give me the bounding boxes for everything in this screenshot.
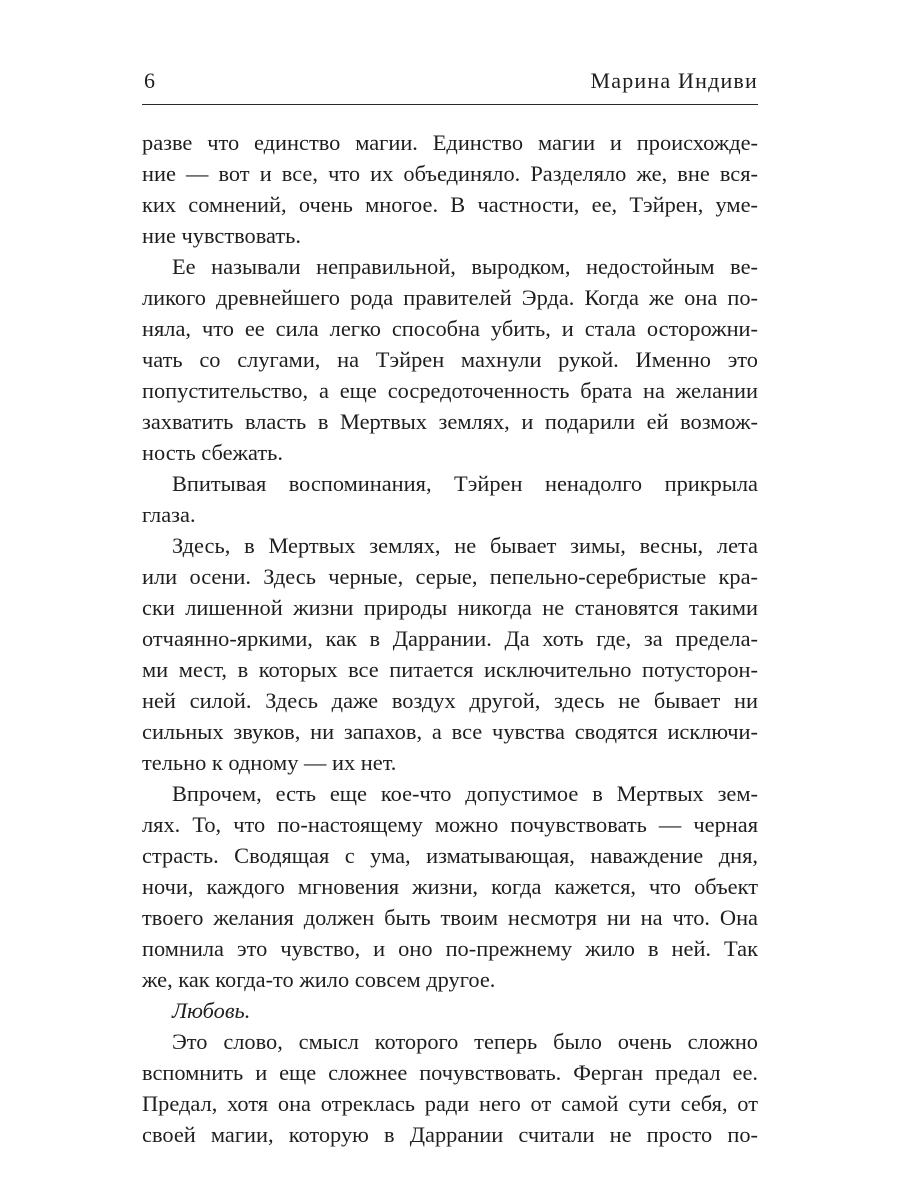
- text-line: же, как когда-то жило совсем другое.: [142, 967, 496, 992]
- text-line: Предал, хотя она отреклась ради него от самой сути себя, от: [142, 1091, 758, 1116]
- paragraph-4: [142, 530, 758, 778]
- text-line: захватить власть в Мертвых землях, и подарили ей возмож-: [142, 409, 758, 434]
- text-line: ней силой. Здесь даже воздух другой, здесь не бывает ни: [142, 688, 758, 713]
- text-line: вспомнить и еще сложнее почувствовать. Ферган предал ее.: [142, 1060, 758, 1085]
- text-line: Любовь.: [172, 998, 251, 1023]
- paragraph-3: [142, 468, 758, 530]
- text-line: ликого древнейшего рода правителей Эрда. Когда же она по-: [142, 285, 758, 310]
- text-line: сильных звуков, ни запахов, а все чувства сводятся исключи-: [142, 719, 758, 744]
- text-line: ние — вот и все, что их объединяло. Разделяло же, вне вся-: [142, 161, 758, 186]
- book-page: [142, 62, 758, 1150]
- text-line: ность сбежать.: [142, 440, 283, 465]
- text-line: отчаянно-яркими, как в Даррании. Да хоть где, за предела-: [142, 626, 758, 651]
- text-line: ние чувствовать.: [142, 223, 301, 248]
- paragraph-7: [142, 1026, 758, 1150]
- author-name: Марина Индиви: [590, 68, 758, 93]
- text-line: чать со слугами, на Тэйрен махнули рукой. Именно это: [142, 347, 758, 372]
- text-line: помнила это чувство, и оно по-прежнему жило в ней. Так: [142, 936, 758, 961]
- text-line: лях. То, что по-настоящему можно почувствовать — черная: [142, 812, 758, 837]
- text-line: ски лишенной жизни природы никогда не становятся такими: [142, 595, 758, 620]
- running-head: [142, 62, 758, 105]
- text-line: тельно к одному — их нет.: [142, 750, 397, 775]
- text-line: Впрочем, есть еще кое-что допустимое в Мертвых зем-: [172, 781, 758, 806]
- text-line: ми мест, в которых все питается исключительно потусторон-: [142, 657, 758, 682]
- paragraph-5: [142, 778, 758, 995]
- text-line: попустительство, а еще сосредоточенность брата на желании: [142, 378, 758, 403]
- text-line: ночи, каждого мгновения жизни, когда кажется, что объект: [142, 874, 758, 899]
- text-line: ких сомнений, очень многое. В частности, ее, Тэйрен, уме-: [142, 192, 758, 217]
- paragraph-6: [142, 995, 758, 1026]
- body-text: [142, 127, 758, 1150]
- paragraph-1: [142, 127, 758, 251]
- text-line: своей магии, которую в Даррании считали не просто по-: [142, 1122, 758, 1147]
- text-line: Это слово, смысл которого теперь было очень сложно: [172, 1029, 758, 1054]
- text-line: Впитывая воспоминания, Тэйрен ненадолго прикрыла: [172, 471, 758, 496]
- text-line: глаза.: [142, 502, 196, 527]
- page-number: 6: [144, 68, 156, 93]
- paragraph-2: [142, 251, 758, 468]
- text-line: разве что единство магии. Единство магии и происхожде-: [142, 130, 758, 155]
- text-line: няла, что ее сила легко способна убить, и стала осторожни-: [142, 316, 758, 341]
- text-line: твоего желания должен быть твоим несмотря ни на что. Она: [142, 905, 758, 930]
- text-line: или осени. Здесь черные, серые, пепельно-серебристые кра-: [142, 564, 758, 589]
- text-line: Здесь, в Мертвых землях, не бывает зимы, весны, лета: [172, 533, 758, 558]
- text-line: Ее называли неправильной, выродком, недостойным ве-: [172, 254, 758, 279]
- text-line: страсть. Сводящая с ума, изматывающая, наваждение дня,: [142, 843, 758, 868]
